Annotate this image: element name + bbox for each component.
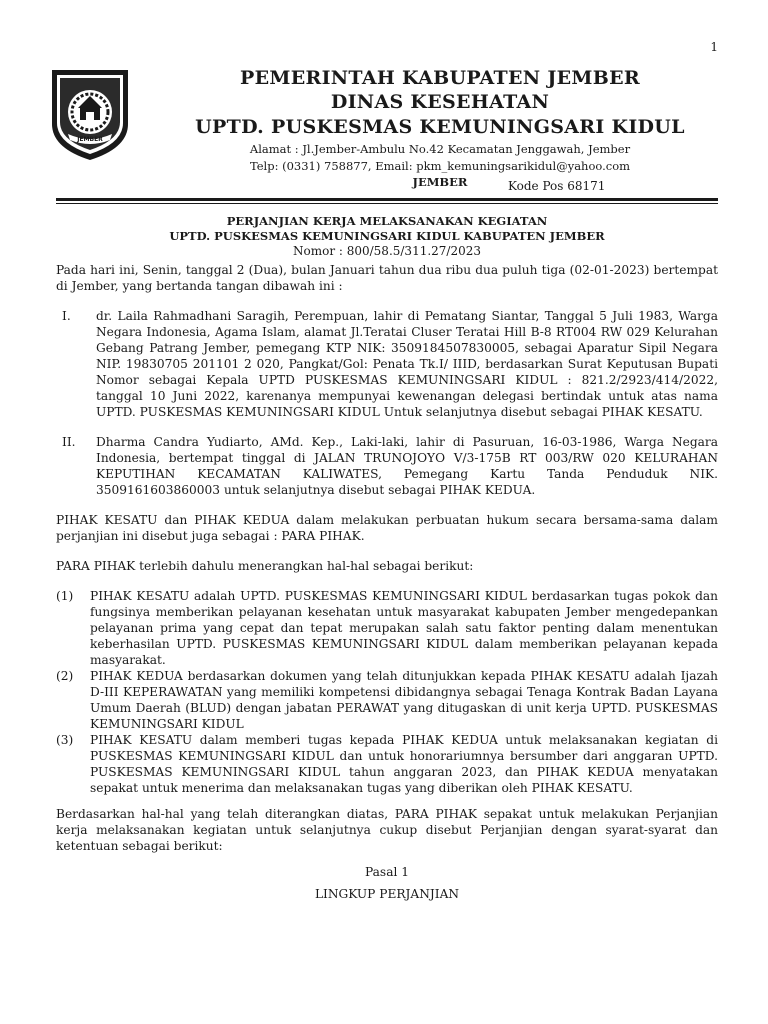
preamble-paragraph: PARA PIHAK terlebih dahulu menerangkan hal-hal sebagai berikut: [56,559,474,573]
closing-paragraph: Berdasarkan hal-hal yang telah diterangkan diatas, PARA PIHAK sepakat untuk melakukan Perjanjian kerja melaksanakan kegiatan untuk selanjutnya cukup disebut Perjanjian dengan syarat-syarat dan ketentuan sebagai berikut: [56,807,718,853]
party-number: II. [62,435,76,449]
letterhead-contact: Telp: (0331) 758877, Email: pkm_kemuningsarikidul@yahoo.com [249,159,631,173]
letterhead-address: Alamat : Jl.Jember-Ambulu No.42 Kecamatan Jenggawah, Jember [249,142,631,156]
document-number: Nomor : 800/58.5/311.27/2023 [292,244,481,258]
point-3 [56,732,718,796]
letterhead-institution: UPTD. PUSKESMAS KEMUNINGSARI KIDUL [195,116,685,138]
postal-code: Kode Pos 68171 [508,179,606,193]
letterhead-rule-thick [56,198,718,201]
page-number: 1 [710,40,718,54]
point-text: PIHAK KESATU dalam memberi tugas kepada PIHAK KEDUA untuk melaksanakan kegiatan di PUSKESMAS KEMUNINGSARI KIDUL dan untuk honorariumnya bersumber dari anggaran UPTD. PUSKESMAS KEMUNINGSARI KIDUL tahun anggaran 2023, dan PIHAK KEDUA menyatakan sepakat untuk menerima dan melaksanakan tugas yang diberikan oleh PIHAK KESATU. [90,733,718,795]
letterhead [140,66,740,190]
party-text: dr. Laila Rahmadhani Saragih, Perempuan, lahir di Pematang Siantar, Tanggal 5 Juli 1983, Warga Negara Indonesia, Agama Islam, alamat Jl.Teratai Cluser Teratai Hill B-8 RT004 RW 029 Kelurahan Gebang Patrang Jember, pemegang KTP NIK: 3509184507830005, sebagai Aparatur Sipil Negara NIP. 19830705 201101 2 020, Pangkat/Gol: Penata Tk.I/ IIID, berdasarkan Surat Keputusan Bupati Nomor sebagai Kepala UPTD PUSKESMAS KEMUNINGSARI KIDUL : 821.2/2923/414/2022, tanggal 10 Juni 2022, karenanya mempunyai kewenangan delegasi bertindak untuk atas nama UPTD. PUSKESMAS KEMUNINGSARI KIDUL Untuk selanjutnya disebut sebagai PIHAK KESATU. [96,309,718,419]
party-text: Dharma Candra Yudiarto, AMd. Kep., Laki-laki, lahir di Pasuruan, 16-03-1986, Warga Negara Indonesia, bertempat tinggal di JALAN TRUNOJOYO V/3-175B RT 003/RW 020 KELURAHAN KEPUTIHAN KECAMATAN KALIWATES, Pemegang Kartu Tanda Penduduk NIK. 3509161603860003 untuk selanjutnya disebut sebagai PIHAK KEDUA. [96,435,718,497]
party-first [56,308,718,420]
logo-text: JEMBER [77,136,103,143]
pasal-heading: LINGKUP PERJANJIAN [314,887,460,901]
pasal-label: Pasal 1 [365,865,409,879]
point-text: PIHAK KESATU adalah UPTD. PUSKESMAS KEMUNINGSARI KIDUL berdasarkan tugas pokok dan fungsinya memberikan pelayanan kesehatan untuk masyarakat kabupaten Jember mengedepankan pelayanan prima yang cepat dan tepat merupakan salah satu faktor penting dalam menentukan keberhasilan UPTD. PUSKESMAS KEMUNINGSARI KIDUL dalam memberikan pelayanan kepada masyarakat. [90,589,718,667]
letterhead-rule-thin [56,203,718,204]
point-2 [56,668,718,732]
point-1 [56,588,718,668]
letterhead-department: DINAS KESEHATAN [330,91,550,113]
letterhead-government: PEMERINTAH KABUPATEN JEMBER [240,67,640,89]
point-number: (1) [56,589,74,603]
party-second [56,434,718,498]
point-number: (3) [56,733,74,747]
document-title [56,214,718,259]
letterhead-city: JEMBER [412,175,468,189]
document-body [56,262,718,902]
intro-paragraph: Pada hari ini, Senin, tanggal 2 (Dua), bulan Januari tahun dua ribu dua puluh tiga (02-01-2023) bertempat di Jember, yang bertanda tangan dibawah ini : [56,263,718,293]
title-line-2: UPTD. PUSKESMAS KEMUNINGSARI KIDUL KABUPATEN JEMBER [169,229,605,243]
jember-crest-logo [48,66,132,162]
point-number: (2) [56,669,74,683]
para-pihak-paragraph: PIHAK KESATU dan PIHAK KEDUA dalam melakukan perbuatan hukum secara bersama-sama dalam perjanjian ini disebut juga sebagai : PARA PIHAK. [56,513,718,543]
title-line-1: PERJANJIAN KERJA MELAKSANAKAN KEGIATAN [226,214,548,228]
point-text: PIHAK KEDUA berdasarkan dokumen yang telah ditunjukkan kepada PIHAK KESATU adalah Ijazah D-III KEPERAWATAN yang memiliki kompetensi dibidangnya sebagai Tenaga Kontrak Badan Layana Umum Daerah (BLUD) dengan jabatan PERAWAT yang ditugaskan di unit kerja UPTD. PUSKESMAS KEMUNINGSARI KIDUL [90,669,718,731]
party-number: I. [62,309,71,323]
